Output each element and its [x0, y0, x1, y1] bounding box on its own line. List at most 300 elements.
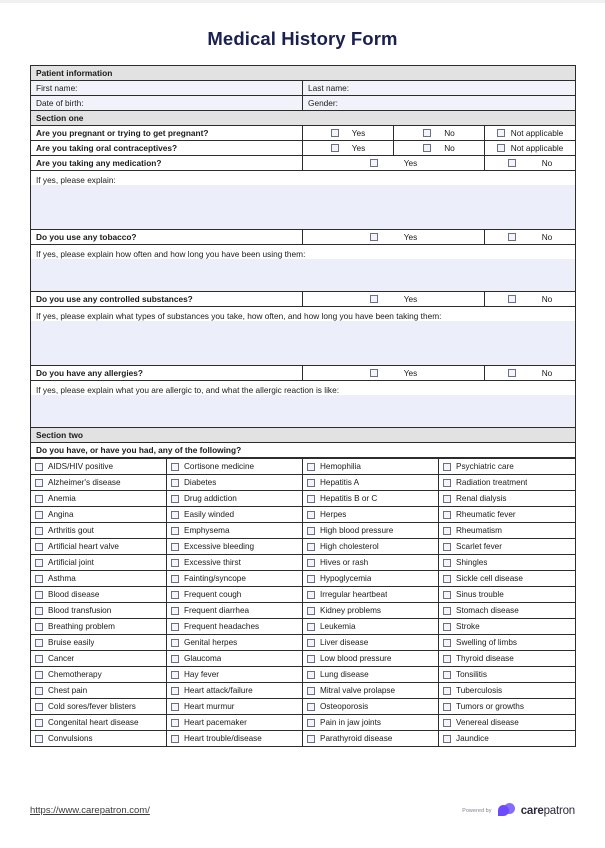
- condition-item[interactable]: [35, 526, 166, 536]
- checkbox-icon[interactable]: [35, 639, 43, 647]
- condition-item[interactable]: [171, 542, 302, 552]
- condition-item[interactable]: [307, 638, 438, 648]
- condition-item[interactable]: [35, 638, 166, 648]
- condition-cell[interactable]: [303, 523, 439, 539]
- condition-cell[interactable]: [303, 475, 439, 491]
- condition-cell[interactable]: [439, 699, 576, 715]
- condition-item[interactable]: [171, 638, 302, 648]
- checkbox-icon[interactable]: [443, 559, 451, 567]
- condition-cell[interactable]: [439, 475, 576, 491]
- condition-cell[interactable]: [31, 715, 167, 731]
- checkbox-icon[interactable]: [307, 527, 315, 535]
- checkbox-icon[interactable]: [307, 703, 315, 711]
- condition-label: Osteoporosis: [320, 701, 369, 711]
- checkbox-icon[interactable]: [35, 559, 43, 567]
- checkbox-icon[interactable]: [35, 703, 43, 711]
- condition-label: Congenital heart disease: [48, 717, 139, 727]
- condition-item[interactable]: [35, 510, 166, 520]
- checkbox-icon[interactable]: [443, 479, 451, 487]
- condition-cell[interactable]: [167, 539, 303, 555]
- condition-label: Breathing problem: [48, 621, 115, 631]
- condition-cell[interactable]: [439, 555, 576, 571]
- condition-label: Heart murmur: [184, 701, 235, 711]
- checkbox-icon[interactable]: [307, 559, 315, 567]
- condition-item[interactable]: [443, 734, 575, 744]
- condition-cell[interactable]: [31, 507, 167, 523]
- checkbox-icon[interactable]: [370, 159, 378, 167]
- condition-item[interactable]: [171, 526, 302, 536]
- condition-cell[interactable]: [31, 587, 167, 603]
- checkbox-icon[interactable]: [443, 543, 451, 551]
- medication-no-option[interactable]: [485, 156, 576, 171]
- substances-no-option[interactable]: [485, 292, 576, 307]
- condition-item[interactable]: [171, 654, 302, 664]
- checkbox-icon[interactable]: [35, 527, 43, 535]
- allergies-no-option[interactable]: [485, 366, 576, 381]
- medication-explain-area[interactable]: [31, 171, 576, 230]
- condition-cell[interactable]: [303, 587, 439, 603]
- condition-cell[interactable]: [303, 683, 439, 699]
- checkbox-icon[interactable]: [370, 233, 378, 241]
- condition-label: Heart attack/failure: [184, 685, 253, 695]
- condition-item[interactable]: [443, 718, 575, 728]
- checkbox-icon[interactable]: [171, 511, 179, 519]
- condition-cell[interactable]: [439, 587, 576, 603]
- condition-cell[interactable]: [167, 587, 303, 603]
- checkbox-icon[interactable]: [307, 495, 315, 503]
- checkbox-icon[interactable]: [497, 129, 505, 137]
- medication-row: [31, 156, 576, 171]
- condition-label: Liver disease: [320, 637, 369, 647]
- checkbox-icon[interactable]: [443, 495, 451, 503]
- substances-explain-row: [31, 307, 576, 366]
- checkbox-icon[interactable]: [35, 655, 43, 663]
- carepatron-logo-icon: [498, 803, 515, 818]
- carepatron-url-link[interactable]: https://www.carepatron.com/: [30, 805, 150, 816]
- checkbox-icon[interactable]: [35, 463, 43, 471]
- condition-item[interactable]: [171, 462, 302, 472]
- medication-question: Are you taking any medication?: [31, 156, 303, 171]
- checkbox-icon[interactable]: [307, 511, 315, 519]
- checkbox-icon[interactable]: [35, 591, 43, 599]
- condition-label: Herpes: [320, 509, 347, 519]
- medication-yes-option[interactable]: [303, 156, 485, 171]
- condition-item[interactable]: [443, 478, 575, 488]
- condition-item[interactable]: [171, 590, 302, 600]
- condition-cell[interactable]: [167, 555, 303, 571]
- checkbox-icon[interactable]: [171, 591, 179, 599]
- condition-cell[interactable]: [303, 571, 439, 587]
- page-title: Medical History Form: [207, 28, 398, 49]
- condition-item[interactable]: [307, 718, 438, 728]
- condition-item[interactable]: [171, 574, 302, 584]
- checkbox-icon[interactable]: [370, 369, 378, 377]
- condition-cell[interactable]: [167, 571, 303, 587]
- condition-label: Lung disease: [320, 669, 369, 679]
- checkbox-icon[interactable]: [331, 129, 339, 137]
- condition-cell[interactable]: [167, 507, 303, 523]
- condition-cell[interactable]: [303, 491, 439, 507]
- condition-item[interactable]: [171, 734, 302, 744]
- condition-cell[interactable]: [31, 475, 167, 491]
- tobacco-explain-area[interactable]: [31, 245, 576, 292]
- checkbox-icon[interactable]: [171, 559, 179, 567]
- condition-cell[interactable]: [167, 651, 303, 667]
- checkbox-icon[interactable]: [35, 543, 43, 551]
- contraceptives-na-option[interactable]: [485, 141, 576, 156]
- condition-cell[interactable]: [167, 523, 303, 539]
- condition-cell[interactable]: [439, 715, 576, 731]
- condition-cell[interactable]: [31, 731, 167, 747]
- condition-cell[interactable]: [31, 619, 167, 635]
- checkbox-icon[interactable]: [307, 607, 315, 615]
- tobacco-no-option[interactable]: [485, 230, 576, 245]
- checkbox-icon[interactable]: [171, 463, 179, 471]
- checkbox-icon[interactable]: [35, 719, 43, 727]
- condition-item[interactable]: [443, 670, 575, 680]
- condition-cell[interactable]: [439, 523, 576, 539]
- condition-cell[interactable]: [303, 715, 439, 731]
- condition-cell[interactable]: [167, 715, 303, 731]
- condition-row: [31, 571, 576, 587]
- condition-item[interactable]: [35, 542, 166, 552]
- checkbox-icon[interactable]: [331, 144, 339, 152]
- checkbox-icon[interactable]: [171, 543, 179, 551]
- checkbox-icon[interactable]: [307, 735, 315, 743]
- condition-item[interactable]: [443, 494, 575, 504]
- condition-item[interactable]: [171, 558, 302, 568]
- contraceptives-yes-option[interactable]: [303, 141, 394, 156]
- condition-item[interactable]: [171, 478, 302, 488]
- checkbox-icon[interactable]: [443, 527, 451, 535]
- condition-item[interactable]: [443, 558, 575, 568]
- condition-item[interactable]: [307, 686, 438, 696]
- condition-item[interactable]: [171, 494, 302, 504]
- condition-cell[interactable]: [303, 619, 439, 635]
- condition-item[interactable]: [307, 494, 438, 504]
- condition-cell[interactable]: [439, 635, 576, 651]
- checkbox-icon[interactable]: [443, 687, 451, 695]
- checkbox-icon[interactable]: [443, 463, 451, 471]
- option-label: Yes: [403, 158, 418, 168]
- allergies-yes-option[interactable]: [303, 366, 485, 381]
- condition-item[interactable]: [443, 622, 575, 632]
- condition-item[interactable]: [307, 526, 438, 536]
- checkbox-icon[interactable]: [443, 719, 451, 727]
- condition-item[interactable]: [35, 670, 166, 680]
- checkbox-icon[interactable]: [443, 639, 451, 647]
- checkbox-icon[interactable]: [508, 295, 516, 303]
- condition-row: [31, 683, 576, 699]
- condition-cell[interactable]: [439, 619, 576, 635]
- substances-yes-option[interactable]: [303, 292, 485, 307]
- checkbox-icon[interactable]: [171, 735, 179, 743]
- condition-item[interactable]: [35, 686, 166, 696]
- condition-item[interactable]: [35, 494, 166, 504]
- condition-item[interactable]: [307, 478, 438, 488]
- condition-cell[interactable]: [439, 651, 576, 667]
- condition-label: Hypoglycemia: [320, 573, 372, 583]
- condition-cell[interactable]: [303, 667, 439, 683]
- condition-row: [31, 475, 576, 491]
- checkbox-icon[interactable]: [307, 671, 315, 679]
- checkbox-icon[interactable]: [35, 511, 43, 519]
- substances-explain-input[interactable]: [31, 321, 575, 365]
- condition-item[interactable]: [307, 462, 438, 472]
- condition-cell[interactable]: [439, 539, 576, 555]
- checkbox-icon[interactable]: [307, 463, 315, 471]
- condition-item[interactable]: [307, 670, 438, 680]
- substances-explain-area[interactable]: [31, 307, 576, 366]
- checkbox-icon[interactable]: [171, 575, 179, 583]
- checkbox-icon[interactable]: [307, 591, 315, 599]
- condition-item[interactable]: [443, 542, 575, 552]
- allergies-explain-input[interactable]: [31, 395, 575, 427]
- condition-cell[interactable]: [439, 731, 576, 747]
- checkbox-icon[interactable]: [171, 623, 179, 631]
- condition-cell[interactable]: [167, 619, 303, 635]
- condition-item[interactable]: [35, 590, 166, 600]
- condition-row: [31, 699, 576, 715]
- condition-cell[interactable]: [31, 651, 167, 667]
- condition-cell[interactable]: [31, 635, 167, 651]
- page-footer: [30, 803, 575, 818]
- condition-cell[interactable]: [303, 651, 439, 667]
- first-name-field[interactable]: First name:: [31, 81, 303, 96]
- substances-question: Do you use any controlled substances?: [31, 292, 303, 307]
- condition-cell[interactable]: [439, 571, 576, 587]
- checkbox-icon[interactable]: [171, 527, 179, 535]
- condition-item[interactable]: [171, 686, 302, 696]
- checkbox-icon[interactable]: [307, 655, 315, 663]
- condition-label: High cholesterol: [320, 541, 379, 551]
- condition-cell[interactable]: [303, 635, 439, 651]
- pregnant-na-option[interactable]: [485, 126, 576, 141]
- checkbox-icon[interactable]: [508, 369, 516, 377]
- allergies-explain-area[interactable]: [31, 381, 576, 428]
- condition-item[interactable]: [171, 606, 302, 616]
- condition-cell[interactable]: [167, 635, 303, 651]
- checkbox-icon[interactable]: [443, 671, 451, 679]
- condition-cell[interactable]: [31, 491, 167, 507]
- name-row: [31, 81, 576, 96]
- condition-row: [31, 619, 576, 635]
- condition-item[interactable]: [307, 542, 438, 552]
- condition-label: Psychiatric care: [456, 461, 514, 471]
- condition-cell[interactable]: [31, 667, 167, 683]
- checkbox-icon[interactable]: [443, 607, 451, 615]
- condition-item[interactable]: [171, 702, 302, 712]
- checkbox-icon[interactable]: [171, 655, 179, 663]
- condition-item[interactable]: [35, 654, 166, 664]
- checkbox-icon[interactable]: [307, 575, 315, 583]
- tobacco-explain-input[interactable]: [31, 259, 575, 291]
- gender-field[interactable]: Gender:: [303, 96, 576, 111]
- condition-item[interactable]: [35, 734, 166, 744]
- condition-cell[interactable]: [439, 667, 576, 683]
- condition-cell[interactable]: [31, 523, 167, 539]
- condition-item[interactable]: [307, 558, 438, 568]
- condition-item[interactable]: [443, 590, 575, 600]
- condition-item[interactable]: [307, 622, 438, 632]
- condition-cell[interactable]: [167, 459, 303, 475]
- checkbox-icon[interactable]: [443, 655, 451, 663]
- condition-item[interactable]: [307, 510, 438, 520]
- condition-cell[interactable]: [31, 459, 167, 475]
- checkbox-icon[interactable]: [171, 639, 179, 647]
- condition-cell[interactable]: [439, 683, 576, 699]
- condition-item[interactable]: [443, 686, 575, 696]
- contraceptives-no-option[interactable]: [394, 141, 485, 156]
- checkbox-icon[interactable]: [370, 295, 378, 303]
- checkbox-icon[interactable]: [423, 129, 431, 137]
- condition-cell[interactable]: [167, 699, 303, 715]
- condition-item[interactable]: [35, 478, 166, 488]
- pregnant-row: [31, 126, 576, 141]
- checkbox-icon[interactable]: [443, 623, 451, 631]
- checkbox-icon[interactable]: [35, 575, 43, 583]
- option-label: No: [541, 158, 553, 168]
- condition-cell[interactable]: [167, 667, 303, 683]
- condition-cell[interactable]: [167, 603, 303, 619]
- checkbox-icon[interactable]: [443, 735, 451, 743]
- pregnant-no-option[interactable]: [394, 126, 485, 141]
- checkbox-icon[interactable]: [35, 607, 43, 615]
- condition-label: Cold sores/fever blisters: [48, 701, 136, 711]
- condition-item[interactable]: [307, 574, 438, 584]
- checkbox-icon[interactable]: [443, 575, 451, 583]
- checkbox-icon[interactable]: [508, 233, 516, 241]
- condition-cell[interactable]: [31, 555, 167, 571]
- condition-cell[interactable]: [303, 603, 439, 619]
- checkbox-icon[interactable]: [443, 511, 451, 519]
- condition-item[interactable]: [443, 606, 575, 616]
- last-name-field[interactable]: Last name:: [303, 81, 576, 96]
- checkbox-icon[interactable]: [35, 735, 43, 743]
- condition-label: Artificial heart valve: [48, 541, 119, 551]
- condition-item[interactable]: [307, 590, 438, 600]
- condition-cell[interactable]: [303, 699, 439, 715]
- condition-item[interactable]: [307, 606, 438, 616]
- condition-cell[interactable]: [167, 491, 303, 507]
- brand-bold: care: [520, 804, 544, 817]
- checkbox-icon[interactable]: [443, 703, 451, 711]
- checkbox-icon[interactable]: [307, 479, 315, 487]
- condition-item[interactable]: [35, 574, 166, 584]
- option-label: Yes: [403, 294, 418, 304]
- condition-cell[interactable]: [439, 507, 576, 523]
- condition-item[interactable]: [171, 718, 302, 728]
- pregnant-yes-option[interactable]: [303, 126, 394, 141]
- condition-cell[interactable]: [31, 603, 167, 619]
- condition-cell[interactable]: [303, 731, 439, 747]
- condition-cell[interactable]: [31, 539, 167, 555]
- tobacco-yes-option[interactable]: [303, 230, 485, 245]
- condition-item[interactable]: [35, 622, 166, 632]
- condition-row: [31, 555, 576, 571]
- condition-label: Frequent diarrhea: [184, 605, 250, 615]
- date-of-birth-field[interactable]: Date of birth:: [31, 96, 303, 111]
- condition-cell[interactable]: [167, 475, 303, 491]
- condition-cell[interactable]: [439, 603, 576, 619]
- checkbox-icon[interactable]: [171, 703, 179, 711]
- checkbox-icon[interactable]: [171, 687, 179, 695]
- condition-cell[interactable]: [439, 491, 576, 507]
- checkbox-icon[interactable]: [307, 719, 315, 727]
- condition-cell[interactable]: [167, 731, 303, 747]
- checkbox-icon[interactable]: [497, 144, 505, 152]
- condition-label: AIDS/HIV positive: [48, 461, 114, 471]
- checkbox-icon[interactable]: [171, 671, 179, 679]
- tobacco-explain-row: [31, 245, 576, 292]
- top-divider: [0, 0, 605, 3]
- condition-item[interactable]: [443, 574, 575, 584]
- checkbox-icon[interactable]: [35, 671, 43, 679]
- condition-item[interactable]: [443, 654, 575, 664]
- condition-item[interactable]: [307, 702, 438, 712]
- condition-item[interactable]: [35, 702, 166, 712]
- brand-regular: patron: [543, 804, 575, 817]
- condition-cell[interactable]: [31, 683, 167, 699]
- condition-cell[interactable]: [303, 507, 439, 523]
- checkbox-icon[interactable]: [35, 479, 43, 487]
- condition-item[interactable]: [443, 462, 575, 472]
- condition-item[interactable]: [171, 510, 302, 520]
- condition-item[interactable]: [307, 734, 438, 744]
- condition-item[interactable]: [443, 702, 575, 712]
- checkbox-icon[interactable]: [171, 495, 179, 503]
- condition-label: Rheumatic fever: [456, 509, 516, 519]
- checkbox-icon[interactable]: [171, 719, 179, 727]
- option-label: Yes: [351, 128, 366, 138]
- condition-cell[interactable]: [303, 539, 439, 555]
- condition-item[interactable]: [35, 462, 166, 472]
- condition-cell[interactable]: [303, 555, 439, 571]
- checkbox-icon[interactable]: [171, 607, 179, 615]
- medication-explain-input[interactable]: [31, 185, 575, 229]
- checkbox-icon[interactable]: [307, 623, 315, 631]
- condition-item[interactable]: [35, 558, 166, 568]
- checkbox-icon[interactable]: [307, 543, 315, 551]
- condition-cell[interactable]: [167, 683, 303, 699]
- checkbox-icon[interactable]: [508, 159, 516, 167]
- condition-label: Frequent headaches: [184, 621, 260, 631]
- condition-item[interactable]: [307, 654, 438, 664]
- condition-cell[interactable]: [303, 459, 439, 475]
- section-two-band-row: [31, 428, 576, 443]
- checkbox-icon[interactable]: [171, 479, 179, 487]
- condition-cell[interactable]: [439, 459, 576, 475]
- checkbox-icon[interactable]: [423, 144, 431, 152]
- condition-item[interactable]: [35, 718, 166, 728]
- condition-item[interactable]: [171, 622, 302, 632]
- checkbox-icon[interactable]: [35, 623, 43, 631]
- condition-item[interactable]: [35, 606, 166, 616]
- checkbox-icon[interactable]: [35, 687, 43, 695]
- condition-item[interactable]: [171, 670, 302, 680]
- condition-item[interactable]: [443, 526, 575, 536]
- condition-cell[interactable]: [31, 571, 167, 587]
- option-label: No: [444, 128, 455, 138]
- condition-row: [31, 635, 576, 651]
- condition-item[interactable]: [443, 510, 575, 520]
- condition-item[interactable]: [443, 638, 575, 648]
- checkbox-icon[interactable]: [35, 495, 43, 503]
- checkbox-icon[interactable]: [307, 639, 315, 647]
- condition-cell[interactable]: [31, 699, 167, 715]
- checkbox-icon[interactable]: [307, 687, 315, 695]
- checkbox-icon[interactable]: [443, 591, 451, 599]
